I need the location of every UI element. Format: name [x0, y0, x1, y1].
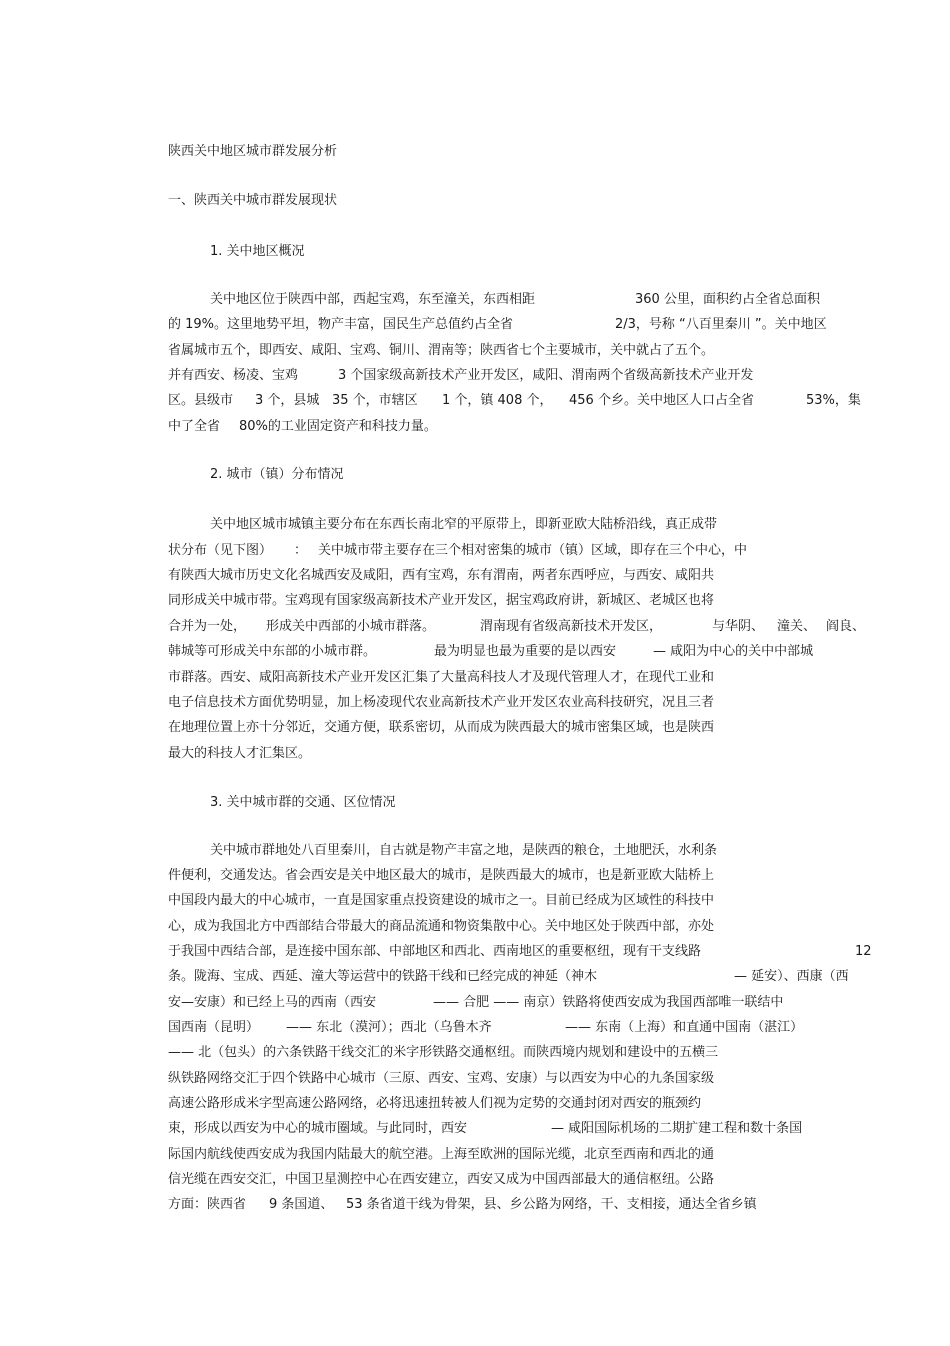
text-run: —— 合肥 —— 南京）铁路将使西安成为我国西部唯一联结中: [433, 995, 784, 1010]
text-run: 安—安康）和已经上马的西南（西安: [168, 995, 377, 1010]
text-run: 并有西安、杨凌、宝鸡: [168, 368, 299, 383]
text-run: 纵铁路网络交汇于四个铁路中心城市（三原、西安、宝鸡、安康）与以西安为中心的九条国家级: [168, 1071, 715, 1086]
text-run: 市群落。西安、咸阳高新技术产业开发区汇集了大量高科技人才及现代管理人才，在现代工业和: [168, 670, 715, 685]
text-run: —— 东南（上海）和直通中国南（湛江）: [565, 1020, 804, 1035]
text-run: 456 个乡。关中地区人口占全省: [569, 393, 754, 408]
text-run: 有陕西大城市历史文化名城西安及咸阳，西有宝鸡，东有渭南，两者东西呼应，与西安、咸阳共: [168, 568, 715, 583]
text-run: 潼关、: [777, 619, 817, 634]
text-run: 9 条国道、: [269, 1197, 334, 1212]
subsection-heading: 2. 城市（镇）分布情况: [210, 467, 344, 482]
text-run: 关中城市群地处八百里秦川，自古就是物产丰富之地，是陕西的粮仓，土地肥沃，水利条: [210, 843, 718, 858]
text-run: 53%，集: [806, 393, 861, 408]
text-run: 关中地区城市城镇主要分布在东西长南北窄的平原带上，即新亚欧大陆桥沿线，真正成带: [210, 517, 718, 532]
text-run: 际国内航线使西安成为我国内陆最大的航空港。上海至欧洲的国际光缆，北京至西南和西北的通: [168, 1147, 715, 1162]
text-run: 条。陇海、宝成、西延、潼大等运营中的铁路干线和已经完成的神延（神木: [168, 969, 598, 984]
text-run: 状分布（见下图）: [168, 543, 273, 558]
document-title: 陕西关中地区城市群发展分析: [168, 144, 338, 159]
text-run: 心，成为我国北方中西部结合带最大的商品流通和物资集散中心。关中地区处于陕西中部，亦处: [168, 919, 715, 934]
text-run: 12: [855, 944, 872, 959]
text-run: 电子信息技术方面优势明显，加上杨凌现代农业高新技术产业开发区农业高科技研究，况且三者: [168, 695, 715, 710]
text-run: 合并为一处，: [168, 619, 247, 634]
text-run: 束，形成以西安为中心的城市圈域。与此同时，西安: [168, 1121, 468, 1136]
text-run: 形成关中西部的小城市群落。: [266, 619, 436, 634]
subsection-heading: 3. 关中城市群的交通、区位情况: [210, 795, 396, 810]
text-run: 阎良、: [826, 619, 866, 634]
text-run: 国西南（昆明）: [168, 1020, 260, 1035]
text-run: 省属城市五个，即西安、咸阳、宝鸡、铜川、渭南等；陕西省七个主要城市，关中就占了五个。: [168, 343, 715, 358]
text-run: 信光缆在西安交汇，中国卫星测控中心在西安建立，西安又成为中国西部最大的通信枢纽。公路: [168, 1172, 715, 1187]
text-run: 2/3，号称 “八百里秦川 ”。关中地区: [615, 317, 827, 332]
text-run: 80%的工业固定资产和科技力量。: [239, 419, 437, 434]
text-run: 件便利，交通发达。省会西安是关中地区最大的城市，是陕西最大的城市，也是新亚欧大陆桥上: [168, 868, 715, 883]
text-run: 在地理位置上亦十分邻近，交通方便，联系密切，从而成为陕西最大的城市密集区域，也是陕西: [168, 720, 715, 735]
subsection-heading: 1. 关中地区概况: [210, 244, 305, 259]
text-run: 方面：陕西省: [168, 1197, 247, 1212]
text-run: 35 个，市辖区: [332, 393, 418, 408]
text-run: 3 个，县城: [255, 393, 320, 408]
section-heading: 一、陕西关中城市群发展现状: [168, 193, 338, 208]
text-run: — 咸阳为中心的关中中部城: [653, 644, 814, 659]
text-run: 360 公里，面积约占全省总面积: [635, 292, 820, 307]
text-run: 于我国中西结合部，是连接中国东部、中部地区和西北、西南地区的重要枢纽，现有干支线路: [168, 944, 702, 959]
text-run: — 延安）、西康（西: [734, 969, 849, 984]
text-run: 中国段内最大的中心城市，一直是国家重点投资建设的城市之一。目前已经成为区域性的科技中: [168, 893, 715, 908]
text-run: 区。县级市: [168, 393, 234, 408]
text-run: 同形成关中城市带。宝鸡现有国家级高新技术产业开发区，据宝鸡政府讲，新城区、老城区也将: [168, 593, 715, 608]
text-run: 高速公路形成米字型高速公路网络，必将迅速扭转被人们视为定势的交通封闭对西安的瓶颈约: [168, 1096, 702, 1111]
text-run: 最大的科技人才汇集区。: [168, 746, 312, 761]
text-run: 53 条省道干线为骨架，县、乡公路为网络，干、支相接，通达全省乡镇: [346, 1197, 757, 1212]
text-run: 1 个，镇 408 个，: [442, 393, 553, 408]
text-run: 最为明显也最为重要的是以西安: [434, 644, 617, 659]
text-run: 关中地区位于陕西中部，西起宝鸡，东至潼关，东西相距: [210, 292, 536, 307]
text-run: 与华阴、: [712, 619, 765, 634]
text-run: 渭南现有省级高新技术开发区，: [480, 619, 663, 634]
text-run: ：: [294, 543, 308, 558]
text-run: — 咸阳国际机场的二期扩建工程和数十条国: [551, 1121, 803, 1136]
text-run: 的 19%。这里地势平坦，物产丰富，国民生产总值约占全省: [168, 317, 514, 332]
text-run: —— 东北（漠河）；西北（乌鲁木齐: [286, 1020, 492, 1035]
text-run: 中了全省: [168, 419, 221, 434]
text-run: 3 个国家级高新技术产业开发区，咸阳、渭南两个省级高新技术产业开发: [338, 368, 754, 383]
text-run: —— 北（包头）的六条铁路干线交汇的米字形铁路交通枢纽。而陕西境内规划和建设中的五横三: [168, 1045, 719, 1060]
text-run: 关中城市带主要存在三个相对密集的城市（镇）区域，即存在三个中心，中: [318, 543, 748, 558]
text-run: 韩城等可形成关中东部的小城市群。: [168, 644, 377, 659]
